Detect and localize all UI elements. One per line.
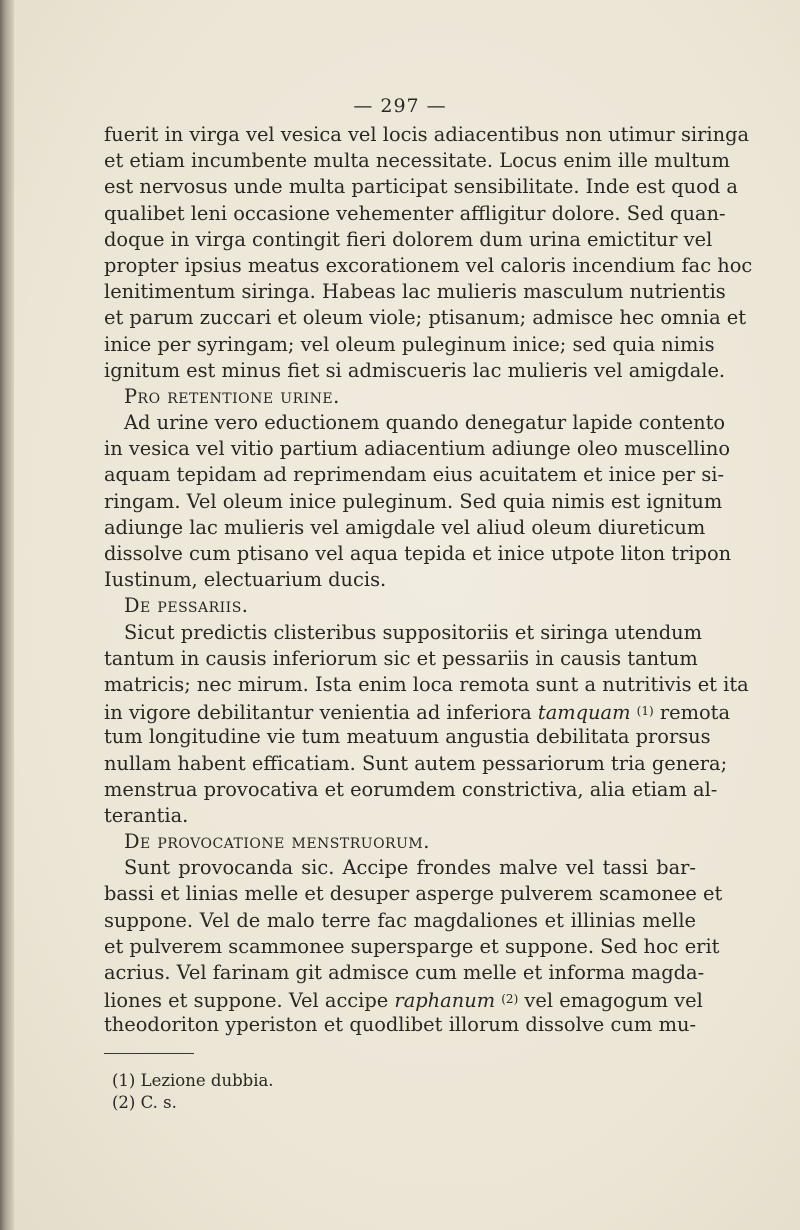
- text-line: acrius. Vel farinam git admisce cum melle et informa magda-: [104, 961, 705, 984]
- text-line: tantum in causis inferiorum sic et pessariis in causis tantum: [104, 646, 698, 670]
- text-line: propter ipsius meatus excorationem vel caloris incendium fac hoc: [104, 253, 753, 277]
- text-line: in vesica vel vitio partium adiacentium adiunge oleo muscellino: [104, 437, 730, 461]
- text-line: menstrua provocativa et eorumdem constrictiva, alia etiam al-: [104, 777, 718, 801]
- text-line: lenitimentum siringa. Habeas lac mulieris masculum nutrientis: [104, 280, 726, 304]
- section-heading: Pro retentione urine.: [124, 384, 340, 408]
- text-line: matricis; nec mirum. Ista enim loca remota sunt a nutritivis et ita: [104, 672, 749, 696]
- text-segment: remota: [659, 701, 731, 725]
- footnotes: [112, 1070, 274, 1114]
- text-segment: liones et suppone. Vel accipe: [104, 989, 389, 1013]
- footnote: (2) C. s.: [112, 1093, 177, 1112]
- text-line: doque in virga contingit fieri dolorem dum urina emictitur vel: [104, 227, 713, 251]
- section-heading: De pessariis.: [124, 594, 249, 618]
- text-line: ignitum est minus fiet si admiscueris lac mulieris vel amigdale.: [104, 358, 726, 382]
- text-line: bassi et linias melle et desuper asperge pulverem scamonee et: [104, 882, 723, 906]
- text-line: aquam tepidam ad reprimendam eius acuitatem et inice per si-: [104, 463, 725, 487]
- text-line: Sicut predictis clisteribus suppositoriis et siringa utendum: [124, 620, 703, 644]
- footnote-ref: (2): [501, 992, 519, 1007]
- italic-word: tamquam: [537, 701, 631, 725]
- text-line: fuerit in virga vel vesica vel locis adiacentibus non utimur siringa: [104, 123, 750, 146]
- text-segment: vel emagogum vel: [524, 989, 703, 1013]
- text-line: et parum zuccari et oleum viole; ptisanum; admisce hec omnia et: [104, 306, 747, 330]
- text-line: Ad urine vero eductionem quando denegatur lapide contento: [124, 411, 726, 435]
- body-text: [104, 122, 753, 1039]
- text-line: theodoriton yperiston et quodlibet illorum dissolve cum mu-: [104, 1013, 696, 1037]
- text-line: Iustinum, electuarium ducis.: [104, 568, 387, 592]
- text-line: Sunt provocanda sic. Accipe frondes malve vel tassi bar-: [124, 856, 696, 880]
- text-line: et pulverem scammonee supersparge et suppone. Sed hoc erit: [104, 934, 720, 958]
- text-line: adiunge lac mulieris vel amigdale vel aliud oleum diureticum: [104, 515, 706, 539]
- page-number: — 297 —: [353, 95, 447, 117]
- text-line: tum longitudine vie tum meatuum angustia debilitata prorsus: [104, 725, 711, 749]
- text-line-with-note: [104, 986, 703, 1013]
- text-line: est nervosus unde multa participat sensibilitate. Inde est quod a: [104, 175, 738, 199]
- text-line: inice per syringam; vel oleum puleginum inice; sed quia nimis: [104, 332, 715, 356]
- text-line: et etiam incumbente multa necessitate. Locus enim ille multum: [104, 149, 730, 173]
- page-edge: [0, 0, 14, 1230]
- text-segment: in vigore debilitantur venientia ad inferiora: [104, 701, 532, 725]
- text-line: suppone. Vel de malo terre fac magdaliones et illinias melle: [104, 908, 696, 932]
- footnote-ref: (1): [636, 704, 654, 719]
- text-line: ringam. Vel oleum inice puleginum. Sed quia nimis est ignitum: [104, 489, 723, 513]
- section-heading: De provocatione menstruorum.: [124, 830, 430, 854]
- italic-word: raphanum: [394, 989, 496, 1013]
- text-line-with-note: [104, 698, 731, 725]
- text-line: nullam habent efficatiam. Sunt autem pessariorum tria genera;: [104, 751, 728, 775]
- text-line: terantia.: [104, 803, 189, 827]
- text-line: qualibet leni occasione vehementer affligitur dolore. Sed quan-: [104, 201, 726, 225]
- footnote: (1) Lezione dubbia.: [112, 1071, 274, 1090]
- footnote-divider: [104, 1053, 194, 1054]
- text-line: dissolve cum ptisano vel aqua tepida et inice utpote liton tripon: [104, 542, 732, 565]
